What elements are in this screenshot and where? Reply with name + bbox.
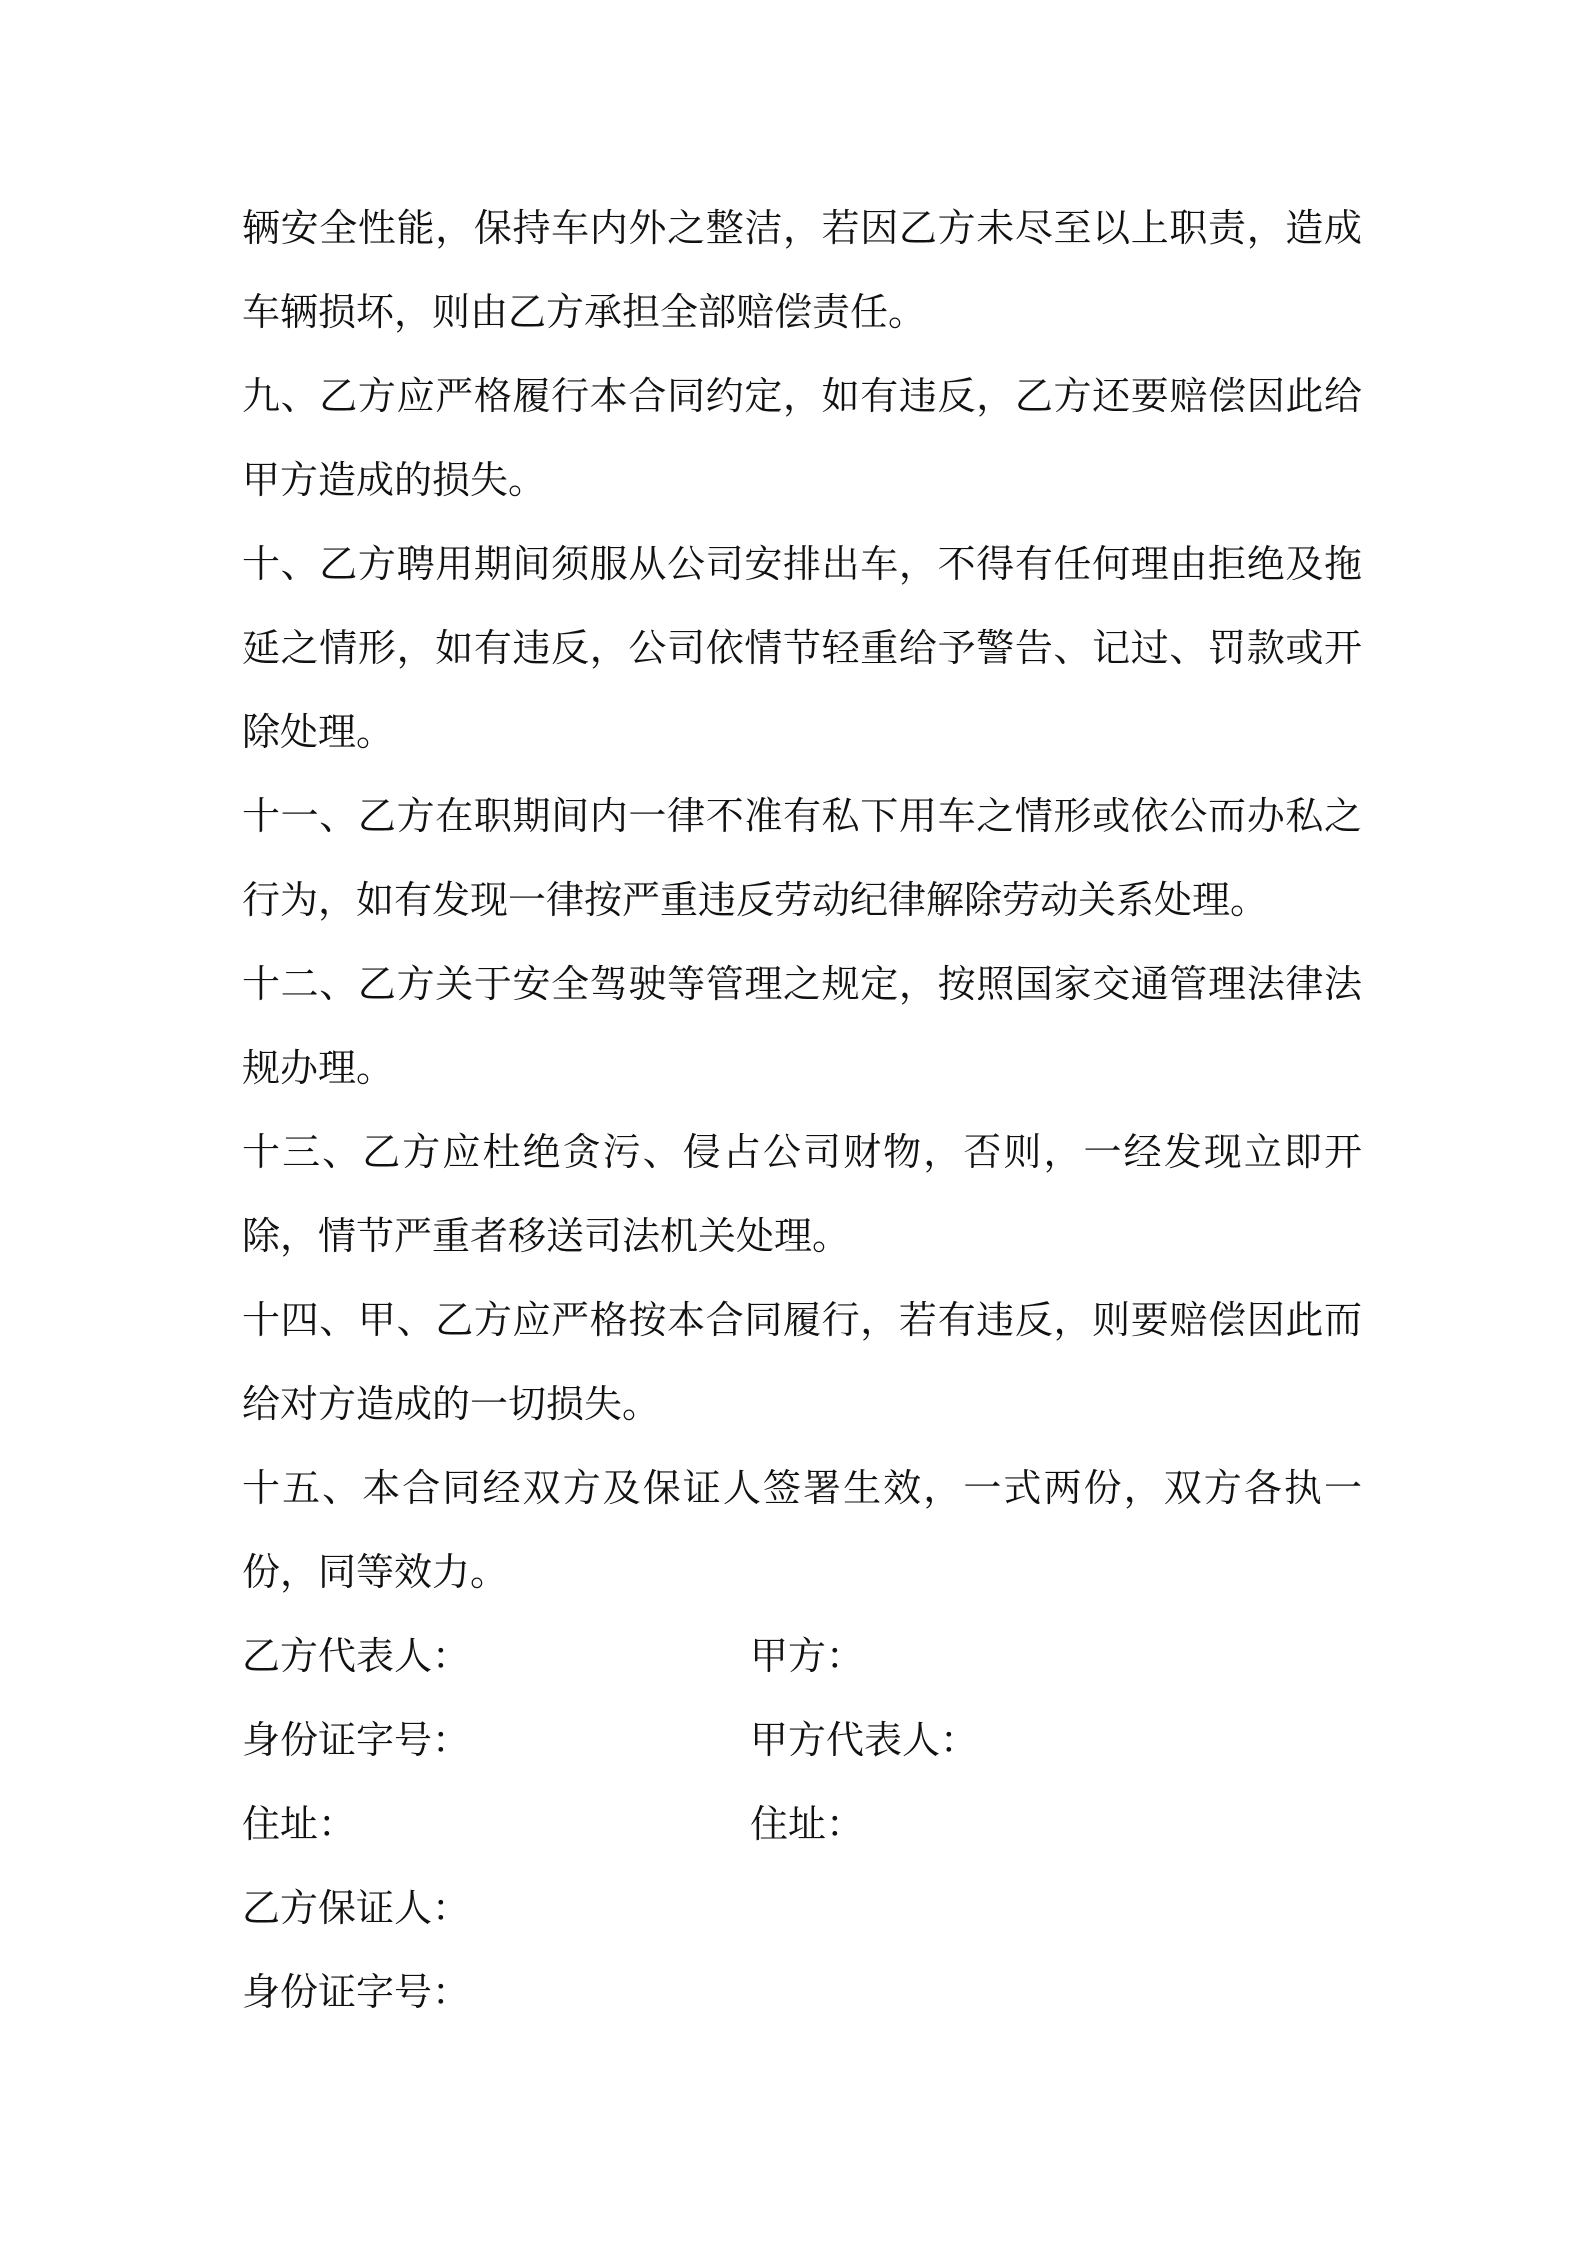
clause-14: 十四、甲、乙方应严格按本合同履行，若有违反，则要赔偿因此而给对方造成的一切损失。: [242, 1298, 1362, 1426]
party-a-address-label: 住址：: [750, 1802, 865, 1846]
clause-9: 九、乙方应严格履行本合同约定，如有违反，乙方还要赔偿因此给甲方造成的损失。: [242, 374, 1362, 502]
clause-10: 十、乙方聘用期间须服从公司安排出车，不得有任何理由拒绝及拖延之情形，如有违反，公司依情节轻重给予警告、记过、罚款或开除处理。: [242, 542, 1362, 754]
clause-12: 十二、乙方关于安全驾驶等管理之规定，按照国家交通管理法律法规办理。: [242, 962, 1362, 1090]
party-b-id-number-label: 身份证字号：: [242, 1718, 471, 1762]
clause-continuation: 辆安全性能，保持车内外之整洁，若因乙方未尽至以上职责，造成车辆损坏，则由乙方承担全部赔偿责任。: [242, 206, 1362, 334]
party-a-label: 甲方：: [750, 1634, 865, 1678]
clause-13: 十三、乙方应杜绝贪污、侵占公司财物，否则，一经发现立即开除，情节严重者移送司法机关处理。: [242, 1130, 1362, 1258]
party-b-address-label: 住址：: [242, 1802, 357, 1846]
guarantor-id-number-label: 身份证字号：: [242, 1970, 471, 2014]
party-b-representative-label: 乙方代表人：: [242, 1634, 471, 1678]
party-b-guarantor-label: 乙方保证人：: [242, 1886, 471, 1930]
clause-11: 十一、乙方在职期间内一律不准有私下用车之情形或依公而办私之行为，如有发现一律按严重违反劳动纪律解除劳动关系处理。: [242, 794, 1362, 922]
clause-15: 十五、本合同经双方及保证人签署生效，一式两份，双方各执一份，同等效力。: [242, 1466, 1362, 1594]
party-a-representative-label: 甲方代表人：: [750, 1718, 979, 1762]
